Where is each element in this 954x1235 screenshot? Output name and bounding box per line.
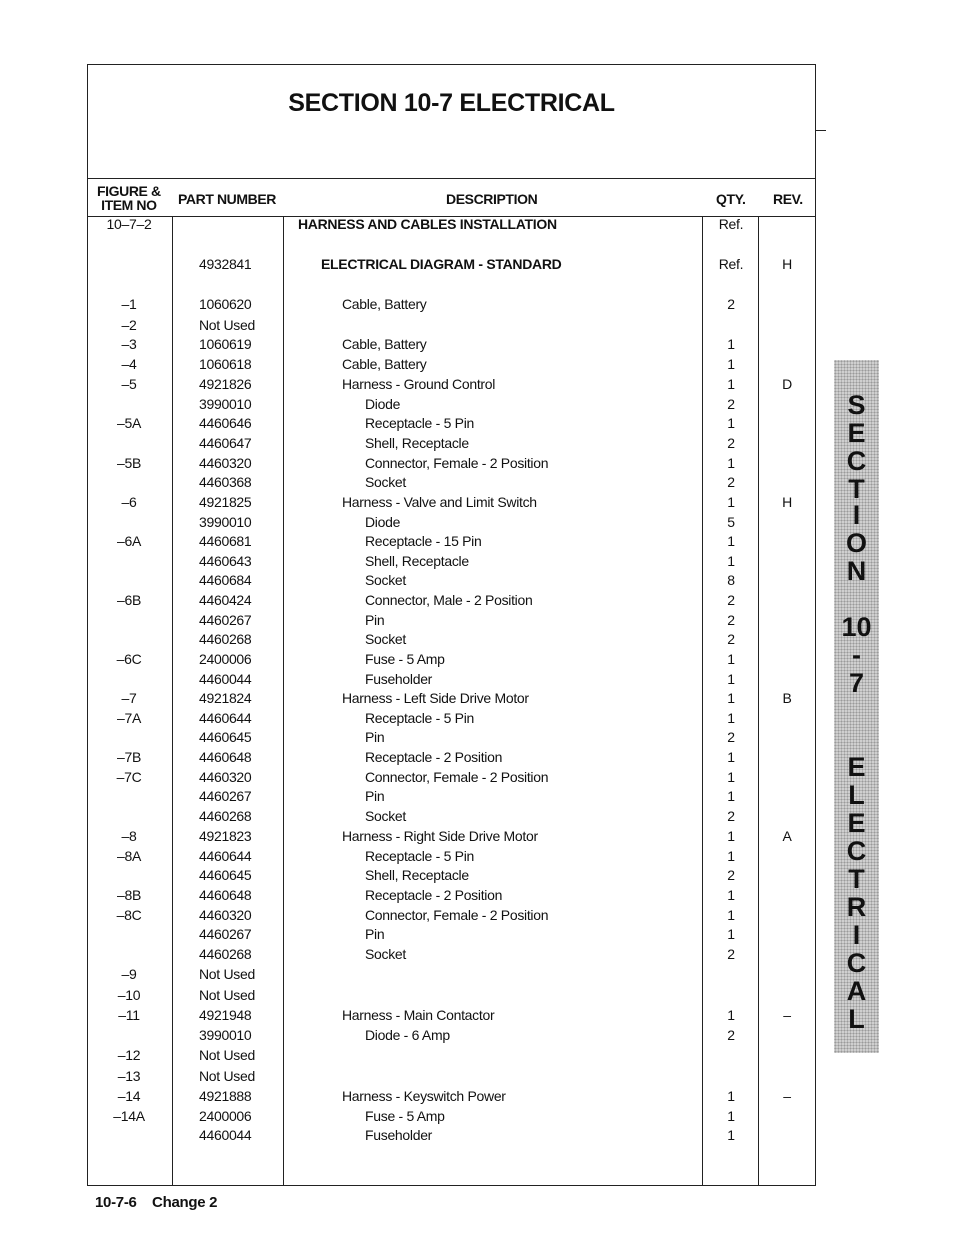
side-tab-letter: S xyxy=(847,390,866,420)
quantity: 2 xyxy=(727,729,735,745)
side-tab-letter: C xyxy=(846,446,867,476)
quantity: 1 xyxy=(727,455,735,471)
description: Cable, Battery xyxy=(342,356,427,372)
side-tab-letter: T xyxy=(848,474,865,504)
description: Harness - Left Side Drive Motor xyxy=(342,690,529,706)
description: Harness - Keyswitch Power xyxy=(342,1088,506,1104)
item-number: –7C xyxy=(116,769,142,785)
quantity: 1 xyxy=(727,553,735,569)
quantity: 1 xyxy=(727,749,735,765)
side-tab-letter: C xyxy=(846,948,867,978)
item-number: –6 xyxy=(121,494,137,510)
part-number: 4921948 xyxy=(199,1007,252,1023)
quantity: 2 xyxy=(727,946,735,962)
table-row xyxy=(87,494,816,514)
description: Connector, Female - 2 Position xyxy=(365,769,549,785)
revision: H xyxy=(782,256,792,272)
item-number: –1 xyxy=(121,296,137,312)
quantity: 1 xyxy=(727,788,735,804)
description: Socket xyxy=(365,572,406,588)
side-tab-letter: E xyxy=(847,752,866,782)
description: Shell, Receptacle xyxy=(365,435,469,451)
side-tab-letter: N xyxy=(846,556,867,586)
description: Harness - Main Contactor xyxy=(342,1007,495,1023)
item-number: –3 xyxy=(121,336,137,352)
table-row xyxy=(87,828,816,848)
item-number: –4 xyxy=(121,356,137,372)
side-tab-letter: A xyxy=(846,976,867,1006)
item-number: 10–7–2 xyxy=(106,216,152,232)
quantity: 2 xyxy=(727,631,735,647)
item-number: –5 xyxy=(121,376,137,392)
description: Pin xyxy=(365,729,385,745)
margin-tick xyxy=(816,130,826,131)
revision: – xyxy=(783,1088,791,1104)
figure-header-line2: ITEM NO xyxy=(101,197,157,213)
part-number: 4921824 xyxy=(199,690,252,706)
quantity: Ref. xyxy=(718,216,744,232)
part-number: 4460368 xyxy=(199,474,252,490)
description: Socket xyxy=(365,474,406,490)
table-row xyxy=(87,788,816,808)
description: Fuse - 5 Amp xyxy=(365,651,445,667)
table-row xyxy=(87,415,816,435)
description: Receptacle - 2 Position xyxy=(365,887,503,903)
description: Diode xyxy=(365,514,401,530)
part-number: 1060620 xyxy=(199,296,252,312)
description: Shell, Receptacle xyxy=(365,867,469,883)
side-tab-letter: L xyxy=(848,1004,865,1034)
revision: A xyxy=(782,828,792,844)
part-number-header: PART NUMBER xyxy=(178,191,277,207)
table-row xyxy=(87,671,816,691)
table-row xyxy=(87,612,816,632)
item-number: –6C xyxy=(116,651,142,667)
quantity: 2 xyxy=(727,592,735,608)
table-row xyxy=(87,946,816,966)
part-number: Not Used xyxy=(199,987,255,1003)
part-number: 4921826 xyxy=(199,376,252,392)
description: Receptacle - 5 Pin xyxy=(365,415,474,431)
quantity: 1 xyxy=(727,1088,735,1104)
part-number: 4460320 xyxy=(199,455,252,471)
part-number: 4460320 xyxy=(199,769,252,785)
description: Receptacle - 15 Pin xyxy=(365,533,482,549)
figure-header-line1: FIGURE & xyxy=(97,183,161,199)
qty-header: QTY. xyxy=(716,191,746,207)
quantity: 1 xyxy=(727,828,735,844)
description: Socket xyxy=(365,631,406,647)
item-number: –5B xyxy=(116,455,141,471)
item-number: –7A xyxy=(116,710,141,726)
item-number: –14A xyxy=(113,1108,145,1124)
side-tab-letter: O xyxy=(845,528,867,558)
part-number: 1060619 xyxy=(199,336,252,352)
side-tab-letter: C xyxy=(846,836,867,866)
table-row xyxy=(87,592,816,612)
description: Pin xyxy=(365,926,385,942)
table-row xyxy=(87,474,816,494)
part-number: 4460645 xyxy=(199,867,252,883)
description: Connector, Female - 2 Position xyxy=(365,455,549,471)
revision: H xyxy=(782,494,792,510)
part-number: 4460424 xyxy=(199,592,252,608)
side-tab-letter: 10 xyxy=(841,612,872,642)
quantity: 1 xyxy=(727,533,735,549)
revision: – xyxy=(783,1007,791,1023)
description: Connector, Male - 2 Position xyxy=(365,592,533,608)
part-number: 2400006 xyxy=(199,651,252,667)
side-tab-letter: 7 xyxy=(848,668,865,698)
item-number: –8 xyxy=(121,828,137,844)
part-number: 4460267 xyxy=(199,926,252,942)
description: Pin xyxy=(365,788,385,804)
part-number: 4460268 xyxy=(199,631,252,647)
item-number: –13 xyxy=(117,1068,141,1084)
table-row xyxy=(87,514,816,534)
page-footer xyxy=(95,1194,217,1211)
item-number: –9 xyxy=(121,966,137,982)
description-header: DESCRIPTION xyxy=(446,191,538,207)
part-number: 4921823 xyxy=(199,828,252,844)
part-number: 4460268 xyxy=(199,946,252,962)
quantity: 1 xyxy=(727,848,735,864)
description: Harness - Ground Control xyxy=(342,376,496,392)
item-number: –6B xyxy=(116,592,141,608)
description: HARNESS AND CABLES INSTALLATION xyxy=(298,216,557,232)
description: Harness - Right Side Drive Motor xyxy=(342,828,538,844)
section-side-tab xyxy=(834,360,879,1053)
quantity: 2 xyxy=(727,396,735,412)
table-row xyxy=(87,336,816,356)
table-row xyxy=(87,710,816,730)
rev-header: REV. xyxy=(773,191,803,207)
table-row xyxy=(87,1027,816,1047)
quantity: 1 xyxy=(727,769,735,785)
part-number: 4921825 xyxy=(199,494,252,510)
description: Shell, Receptacle xyxy=(365,553,469,569)
quantity: 2 xyxy=(727,296,735,312)
part-number: 4460648 xyxy=(199,887,252,903)
table-row xyxy=(87,356,816,376)
table-row xyxy=(87,396,816,416)
quantity: 1 xyxy=(727,651,735,667)
description: Diode xyxy=(365,396,401,412)
side-tab-letter: - xyxy=(852,640,861,670)
table-row xyxy=(87,376,816,396)
quantity: 2 xyxy=(727,435,735,451)
side-tab-letter: E xyxy=(847,418,866,448)
header-top-rule xyxy=(88,178,815,179)
quantity: 2 xyxy=(727,474,735,490)
table-row xyxy=(87,572,816,592)
table-row xyxy=(87,926,816,946)
item-number: –5A xyxy=(116,415,141,431)
table-row xyxy=(87,907,816,927)
table-row xyxy=(87,769,816,789)
quantity: 2 xyxy=(727,612,735,628)
quantity: 1 xyxy=(727,336,735,352)
table-row xyxy=(87,690,816,710)
item-number: –6A xyxy=(116,533,141,549)
quantity: 2 xyxy=(727,867,735,883)
side-tab-letter: R xyxy=(846,892,867,922)
item-number: –14 xyxy=(117,1088,141,1104)
table-row xyxy=(87,1108,816,1128)
page-number: 10-7-6 xyxy=(95,1194,137,1211)
description: Socket xyxy=(365,808,406,824)
quantity: 2 xyxy=(727,1027,735,1043)
part-number: 3990010 xyxy=(199,396,252,412)
table-row xyxy=(87,749,816,769)
part-number: 4460644 xyxy=(199,710,252,726)
part-number: 4460044 xyxy=(199,671,252,687)
item-number: –7B xyxy=(116,749,141,765)
quantity: 1 xyxy=(727,1007,735,1023)
quantity: 1 xyxy=(727,415,735,431)
description: Cable, Battery xyxy=(342,296,427,312)
description: Pin xyxy=(365,612,385,628)
change-label: Change 2 xyxy=(152,1194,218,1211)
part-number: 4460647 xyxy=(199,435,252,451)
section-title: SECTION 10-7 ELECTRICAL xyxy=(288,89,615,117)
quantity: 1 xyxy=(727,494,735,510)
table-row xyxy=(87,296,816,316)
part-number: 4460684 xyxy=(199,572,252,588)
quantity: 1 xyxy=(727,907,735,923)
description: Diode - 6 Amp xyxy=(365,1027,450,1043)
description: Receptacle - 2 Position xyxy=(365,749,503,765)
part-number: 1060618 xyxy=(199,356,252,372)
table-row xyxy=(87,553,816,573)
description: ELECTRICAL DIAGRAM - STANDARD xyxy=(321,256,562,272)
table-row xyxy=(87,867,816,887)
figure-item-header xyxy=(97,184,161,212)
table-row xyxy=(87,1007,816,1027)
quantity: Ref. xyxy=(718,256,744,272)
description: Receptacle - 5 Pin xyxy=(365,710,474,726)
part-number: 4460645 xyxy=(199,729,252,745)
table-row xyxy=(87,987,816,1007)
quantity: 1 xyxy=(727,926,735,942)
part-number: 4460267 xyxy=(199,612,252,628)
item-number: –7 xyxy=(121,690,137,706)
quantity: 1 xyxy=(727,710,735,726)
part-number: 4460268 xyxy=(199,808,252,824)
table-row xyxy=(87,729,816,749)
quantity: 1 xyxy=(727,887,735,903)
part-number: Not Used xyxy=(199,317,255,333)
table-row xyxy=(87,808,816,828)
quantity: 1 xyxy=(727,690,735,706)
table-row xyxy=(87,1047,816,1067)
part-number: 4460044 xyxy=(199,1127,252,1143)
table-row xyxy=(87,887,816,907)
quantity: 1 xyxy=(727,671,735,687)
description: Cable, Battery xyxy=(342,336,427,352)
item-number: –8C xyxy=(116,907,142,923)
part-number: 4932841 xyxy=(199,256,252,272)
part-number: 4460646 xyxy=(199,415,252,431)
table-row xyxy=(87,533,816,553)
side-tab-letter: L xyxy=(848,780,865,810)
description: Socket xyxy=(365,946,406,962)
part-number: 4460644 xyxy=(199,848,252,864)
table-row xyxy=(87,651,816,671)
revision: D xyxy=(782,376,792,392)
side-tab-letter: I xyxy=(852,500,861,530)
description: Receptacle - 5 Pin xyxy=(365,848,474,864)
part-number: 4460643 xyxy=(199,553,252,569)
table-row xyxy=(87,455,816,475)
part-number: Not Used xyxy=(199,966,255,982)
description: Fuseholder xyxy=(365,671,433,687)
quantity: 5 xyxy=(727,514,735,530)
table-row xyxy=(87,216,816,236)
revision: B xyxy=(782,690,792,706)
description: Harness - Valve and Limit Switch xyxy=(342,494,537,510)
description: Fuse - 5 Amp xyxy=(365,1108,445,1124)
table-row xyxy=(87,317,816,337)
item-number: –8B xyxy=(116,887,141,903)
part-number: Not Used xyxy=(199,1047,255,1063)
table-row xyxy=(87,1088,816,1108)
item-number: –12 xyxy=(117,1047,141,1063)
quantity: 1 xyxy=(727,356,735,372)
item-number: –2 xyxy=(121,317,137,333)
part-number: 3990010 xyxy=(199,1027,252,1043)
table-row xyxy=(87,435,816,455)
quantity: 1 xyxy=(727,1108,735,1124)
part-number: 4460267 xyxy=(199,788,252,804)
part-number: Not Used xyxy=(199,1068,255,1084)
table-row xyxy=(87,966,816,986)
table-row xyxy=(87,631,816,651)
quantity: 2 xyxy=(727,808,735,824)
quantity: 8 xyxy=(727,572,735,588)
description: Connector, Female - 2 Position xyxy=(365,907,549,923)
part-number: 4921888 xyxy=(199,1088,252,1104)
table-row xyxy=(87,1068,816,1088)
table-row xyxy=(87,256,816,276)
part-number: 3990010 xyxy=(199,514,252,530)
table-row xyxy=(87,848,816,868)
item-number: –11 xyxy=(118,1007,140,1023)
quantity: 1 xyxy=(727,1127,735,1143)
side-tab-letter: I xyxy=(852,920,861,950)
part-number: 4460681 xyxy=(199,533,252,549)
description: Fuseholder xyxy=(365,1127,433,1143)
item-number: –8A xyxy=(116,848,141,864)
side-tab-letter: T xyxy=(848,864,865,894)
side-tab-letter: E xyxy=(847,808,866,838)
item-number: –10 xyxy=(117,987,141,1003)
part-number: 4460648 xyxy=(199,749,252,765)
part-number: 2400006 xyxy=(199,1108,252,1124)
table-row xyxy=(87,1127,816,1147)
quantity: 1 xyxy=(727,376,735,392)
part-number: 4460320 xyxy=(199,907,252,923)
